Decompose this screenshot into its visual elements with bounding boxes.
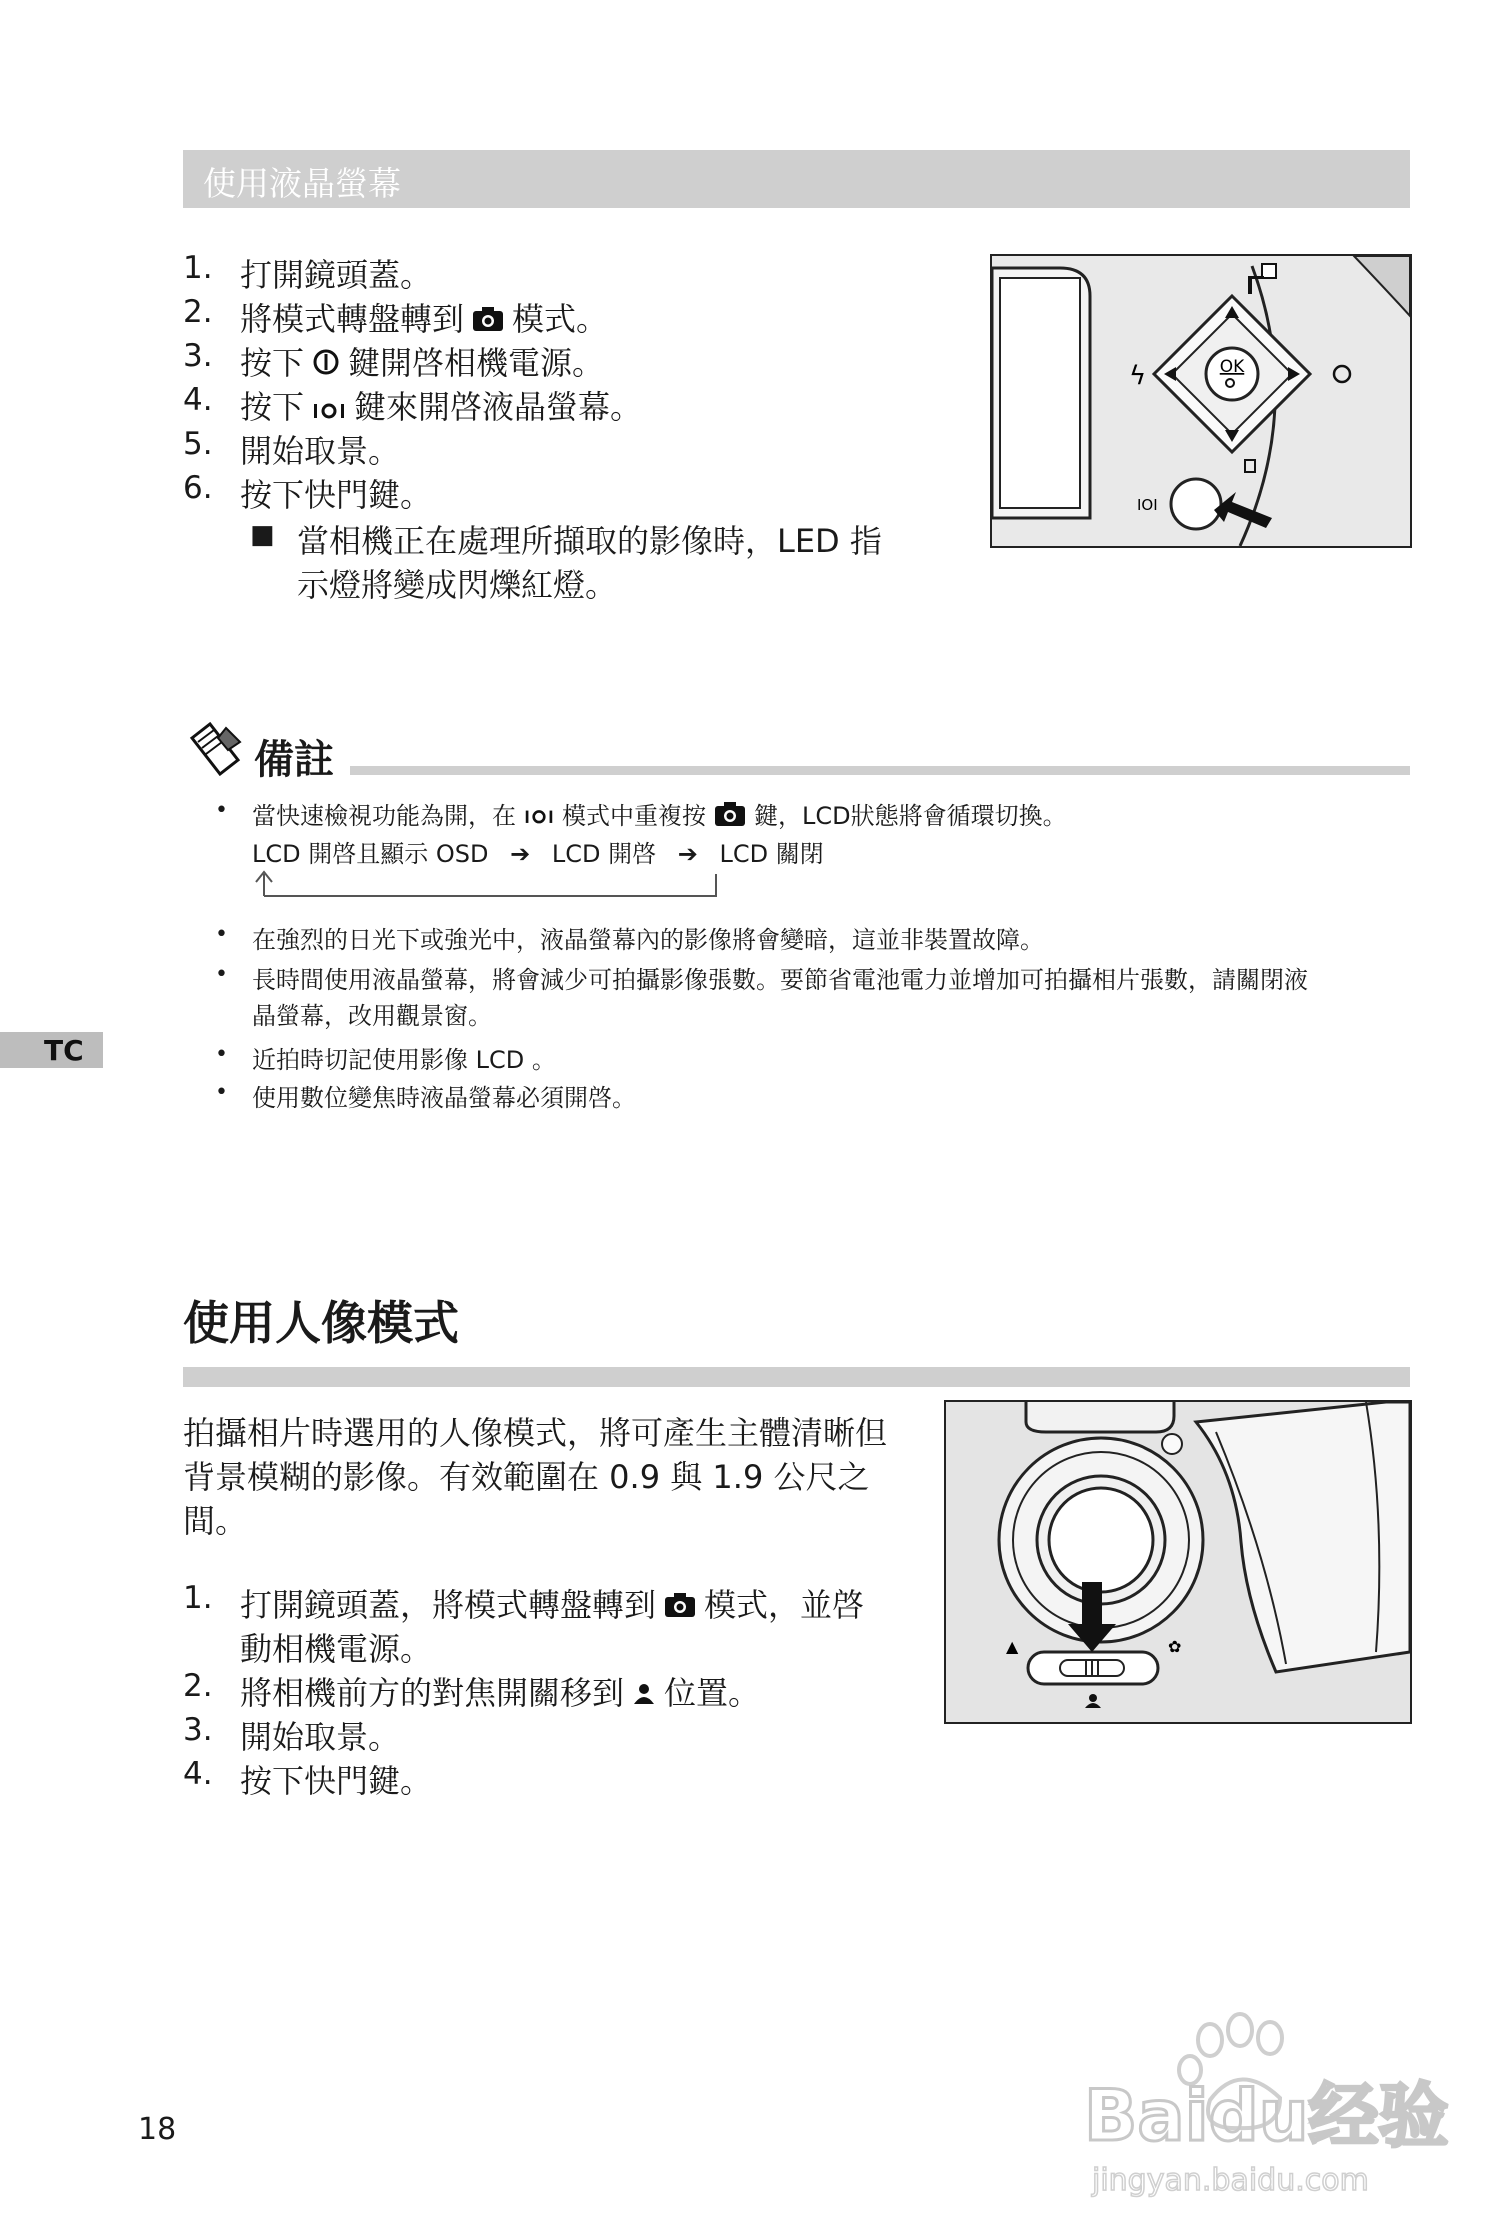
arrow-right-icon: ➔: [510, 840, 531, 868]
step-number: 1.: [183, 1580, 213, 1616]
step-text-pre: 按下: [240, 344, 305, 382]
bullet-dot: •: [215, 962, 228, 987]
macro-icon: ✿: [1168, 1637, 1182, 1656]
step-text: [240, 294, 608, 340]
cycle-step: LCD 關閉: [719, 840, 824, 868]
step-text: [240, 382, 642, 428]
bullet-dot: •: [215, 922, 228, 947]
step-text: [240, 1668, 760, 1714]
note-text: 模式中重複按: [562, 802, 706, 830]
step-number: 3.: [183, 1712, 213, 1748]
language-tab: [0, 1032, 103, 1068]
portrait-icon: [632, 1676, 656, 1714]
camera-mode-icon: [472, 302, 504, 340]
step-number: 1.: [183, 250, 213, 286]
step-text-post: 模式，並啓: [704, 1586, 865, 1624]
camera-back-illustration: [990, 254, 1412, 548]
step-text-post: 鍵來開啓液晶螢幕。: [354, 388, 643, 426]
note-item: 近拍時切記使用影像 LCD 。: [252, 1046, 556, 1074]
cycle-step: LCD 開啓: [551, 840, 657, 868]
ok-label: OK: [1219, 357, 1245, 377]
note-item: 長時間使用液晶螢幕，將會減少可拍攝影像張數。要節省電池電力並增加可拍攝相片張數，請關閉液: [252, 966, 1308, 994]
step-number: 6.: [183, 470, 213, 506]
section-title: 使用液晶螢幕: [203, 164, 401, 203]
cycle-return-arrow: [254, 866, 724, 906]
note-item: [252, 796, 1067, 833]
display-button-icon: [312, 390, 346, 428]
language-tab-label: TC: [44, 1034, 84, 1067]
step-number: 2.: [183, 294, 213, 330]
sub-bullet-text: 示燈將變成閃爍紅燈。: [297, 566, 618, 604]
section-rule: [183, 1367, 1410, 1387]
note-item-cont: 晶螢幕，改用觀景窗。: [252, 1002, 492, 1030]
note-item: 在強烈的日光下或強光中，液晶螢幕內的影像將會變暗，這並非裝置故障。: [252, 926, 1044, 954]
mountain-icon: ▲: [1006, 1637, 1019, 1656]
note-text: 鍵，LCD狀態將會循環切換。: [754, 802, 1067, 830]
intro-text: 拍攝相片時選用的人像模式，將可產生主體清晰但: [183, 1414, 888, 1452]
arrow-right-icon: ➔: [677, 840, 698, 868]
step-number: 5.: [183, 426, 213, 462]
baidu-watermark: [1080, 2010, 1460, 2200]
camera-front-illustration: [944, 1400, 1412, 1724]
step-text: [240, 1580, 864, 1626]
step-text: [240, 338, 604, 384]
bullet-dot: •: [215, 1080, 228, 1105]
intro-text: 背景模糊的影像。有效範圍在 0.9 與 1.9 公尺之: [183, 1458, 870, 1496]
display-button-icon: [524, 803, 554, 831]
note-rule: [350, 766, 1410, 775]
step-text-pre: 將模式轉盤轉到: [240, 300, 465, 338]
step-text: 按下快門鍵。: [240, 476, 433, 514]
bullet-dot: •: [215, 1042, 228, 1067]
watermark-url: jingyan.baidu.com: [1092, 2163, 1369, 2198]
square-bullet: ■: [250, 520, 275, 550]
note-text: 當快速檢視功能為開，在: [252, 802, 516, 830]
step-text: 按下快門鍵。: [240, 1762, 433, 1800]
display-button-camera-icon: [714, 801, 746, 833]
lcd-cycle: [252, 834, 824, 869]
section-heading: 使用人像模式: [183, 1296, 459, 1350]
camera-mode-icon: [664, 1588, 696, 1626]
watermark-brand: Baidu经验: [1084, 2075, 1449, 2157]
power-icon: [312, 346, 340, 384]
step-text-cont: 動相機電源。: [240, 1630, 433, 1668]
step-text: 開始取景。: [240, 432, 401, 470]
bullet-dot: •: [215, 798, 228, 823]
flash-icon: ϟ: [1129, 361, 1147, 391]
note-item: 使用數位變焦時液晶螢幕必須開啓。: [252, 1084, 636, 1112]
step-text-pre: 打開鏡頭蓋，將模式轉盤轉到: [240, 1586, 657, 1624]
cycle-step: LCD 開啓且顯示 OSD: [252, 840, 489, 868]
step-text: 開始取景。: [240, 1718, 401, 1756]
note-title: 備註: [254, 737, 334, 783]
step-text-pre: 按下: [240, 388, 305, 426]
page-number: 18: [138, 2112, 177, 2147]
step-text-post: 位置。: [664, 1674, 761, 1712]
step-number: 2.: [183, 1668, 213, 1704]
display-label: IOI: [1137, 496, 1158, 514]
step-number: 4.: [183, 1756, 213, 1792]
intro-text: 間。: [183, 1502, 248, 1540]
section-header-bar: [183, 150, 1410, 208]
step-text: 打開鏡頭蓋。: [240, 256, 433, 294]
step-number: 3.: [183, 338, 213, 374]
note-pencil-icon: [188, 720, 244, 780]
step-number: 4.: [183, 382, 213, 418]
step-text-post: 模式。: [512, 300, 609, 338]
step-text-pre: 將相機前方的對焦開關移到: [240, 1674, 625, 1712]
sub-bullet-text: 當相機正在處理所擷取的影像時，LED 指: [297, 522, 882, 560]
step-text-post: 鍵開啓相機電源。: [348, 344, 605, 382]
